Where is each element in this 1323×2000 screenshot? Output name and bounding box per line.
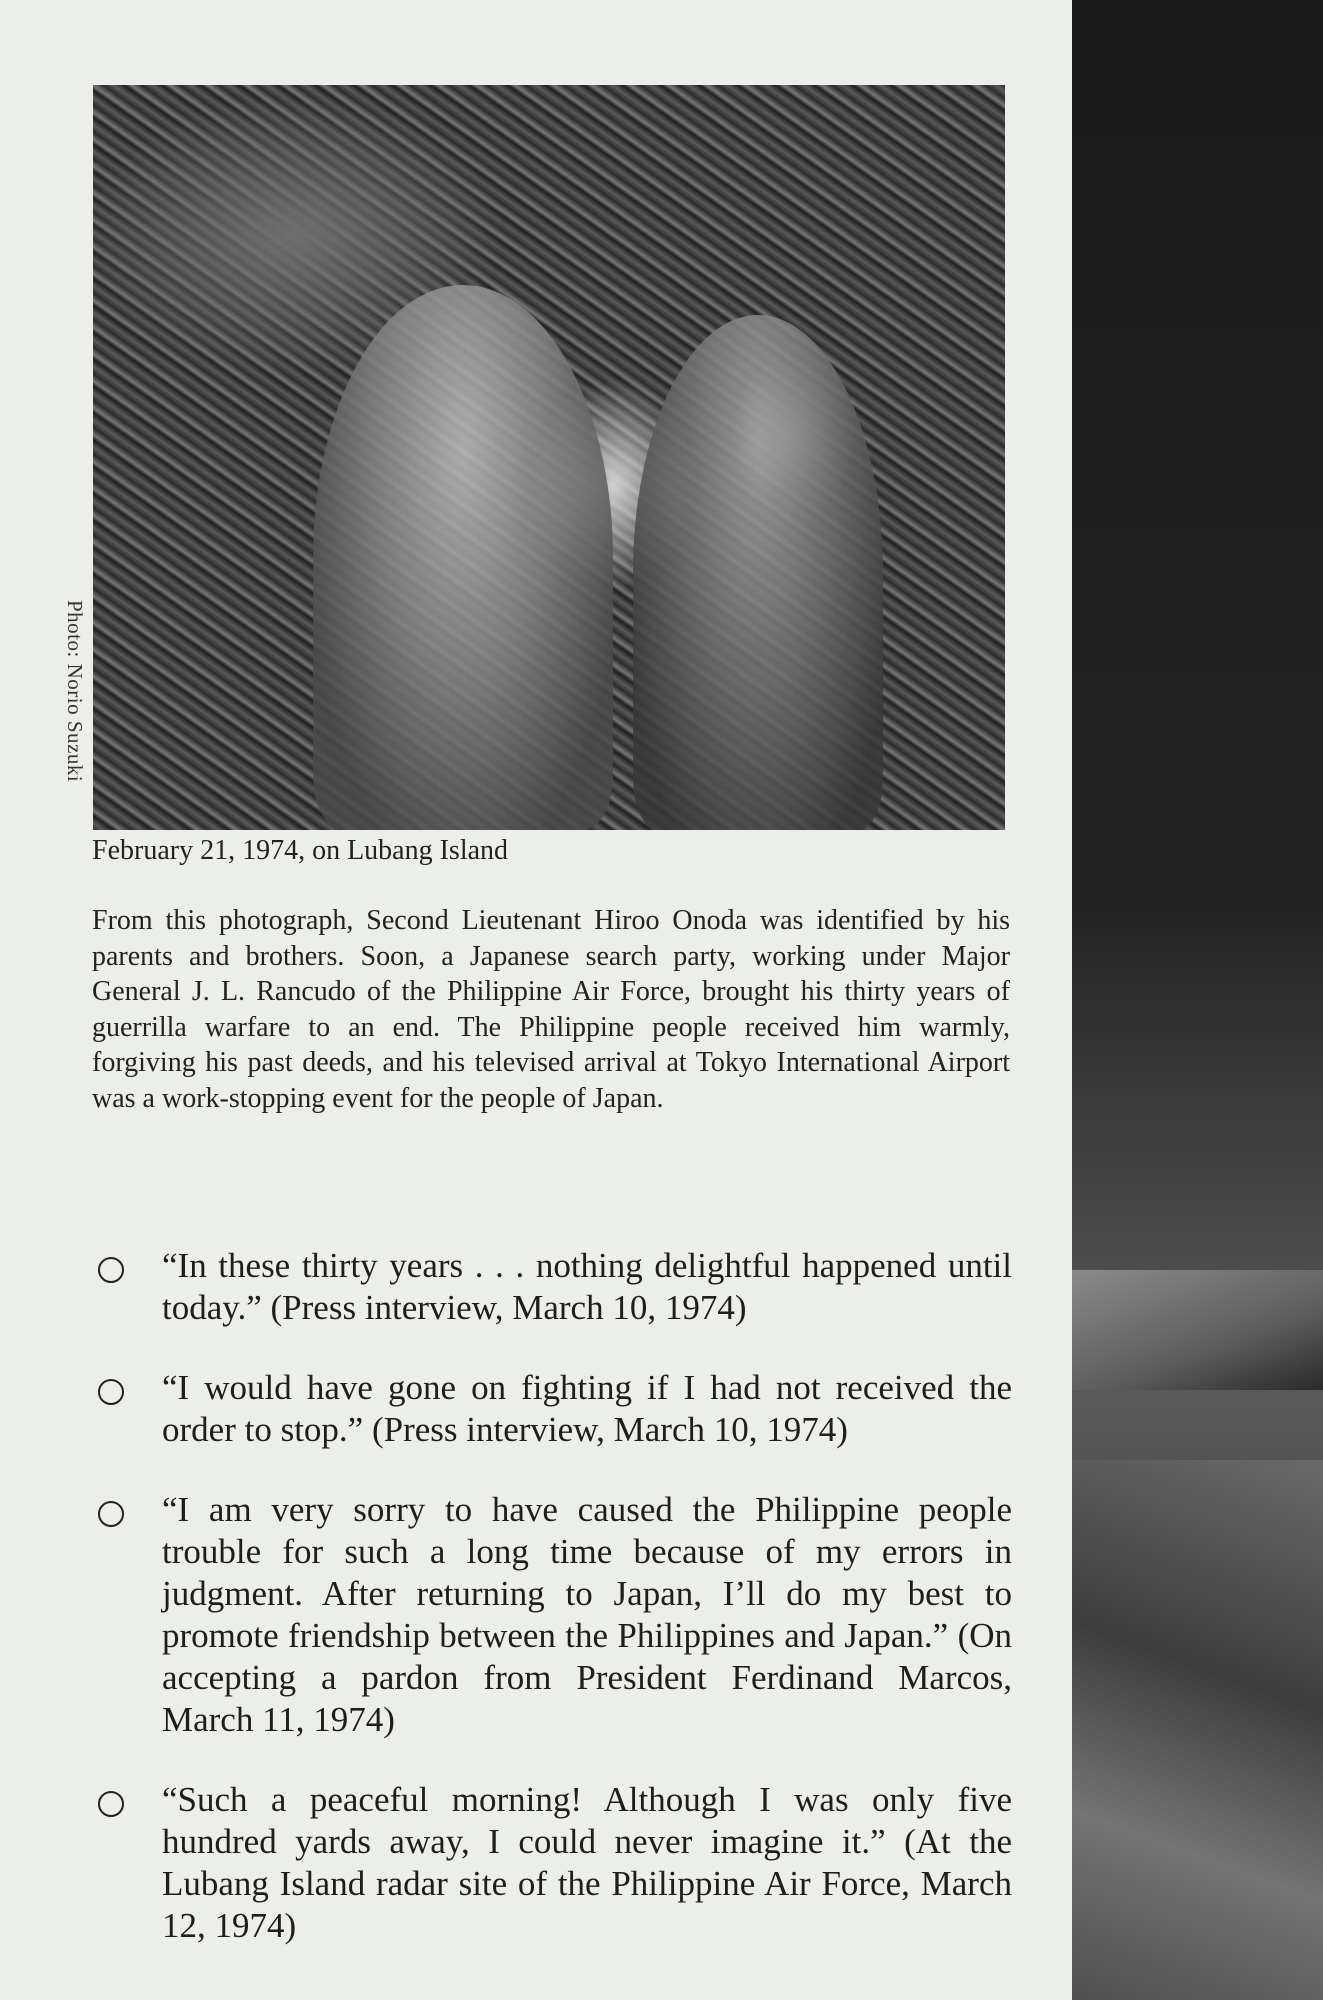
circle-bullet-icon xyxy=(98,1791,124,1817)
description-paragraph: From this photograph, Second Lieutenant Hiroo Onoda was identified by his parents and brothers. Soon, a Japanese search party, working under Major General J. L. Rancudo of the Philippine Air Force, brought his thirty years of guerrilla warfare to an end. The Philippine people received him warmly, forgiving his past deeds, and his televised arrival at Tokyo International Airport was a work-stopping event for the people of Japan. xyxy=(92,905,1010,1114)
cover-spine-edge xyxy=(1072,0,1323,2000)
photo-caption: February 21, 1974, on Lubang Island xyxy=(92,835,509,866)
circle-bullet-icon xyxy=(98,1257,124,1283)
photo-figure-right-man xyxy=(633,315,883,830)
quote-text: “I am very sorry to have caused the Philippine people trouble for such a long time because of my errors in judgment. After returning to Japan, I’ll do my best to promote friendship between the Philippines and Japan.” (On accepting a pardon from President Ferdinand Marcos, March 11, 1974) xyxy=(162,1490,1012,1739)
quote-list xyxy=(92,1245,1012,1947)
circle-bullet-icon xyxy=(98,1501,124,1527)
spine-photo-band xyxy=(1072,1270,1323,1390)
quote-text: “In these thirty years . . . nothing delightful happened until today.” (Press interview, March 10, 1974) xyxy=(162,1246,1012,1327)
photo-credit: Photo: Norio Suzuki xyxy=(63,600,87,783)
quote-text: “I would have gone on fighting if I had not received the order to stop.” (Press interview, March 10, 1974) xyxy=(162,1368,1012,1449)
quote-text: “Such a peaceful morning! Although I was only five hundred yards away, I could never imagine it.” (At the Lubang Island radar site of the Philippine Air Force, March 12, 1974) xyxy=(162,1780,1012,1945)
jungle-photograph xyxy=(93,85,1005,830)
spine-photo-band xyxy=(1072,1460,1323,2000)
quote-item xyxy=(92,1245,1012,1329)
quote-item xyxy=(92,1779,1012,1947)
quote-item xyxy=(92,1367,1012,1451)
circle-bullet-icon xyxy=(98,1379,124,1405)
photo-figure-left-man xyxy=(313,285,613,830)
quote-item xyxy=(92,1489,1012,1741)
